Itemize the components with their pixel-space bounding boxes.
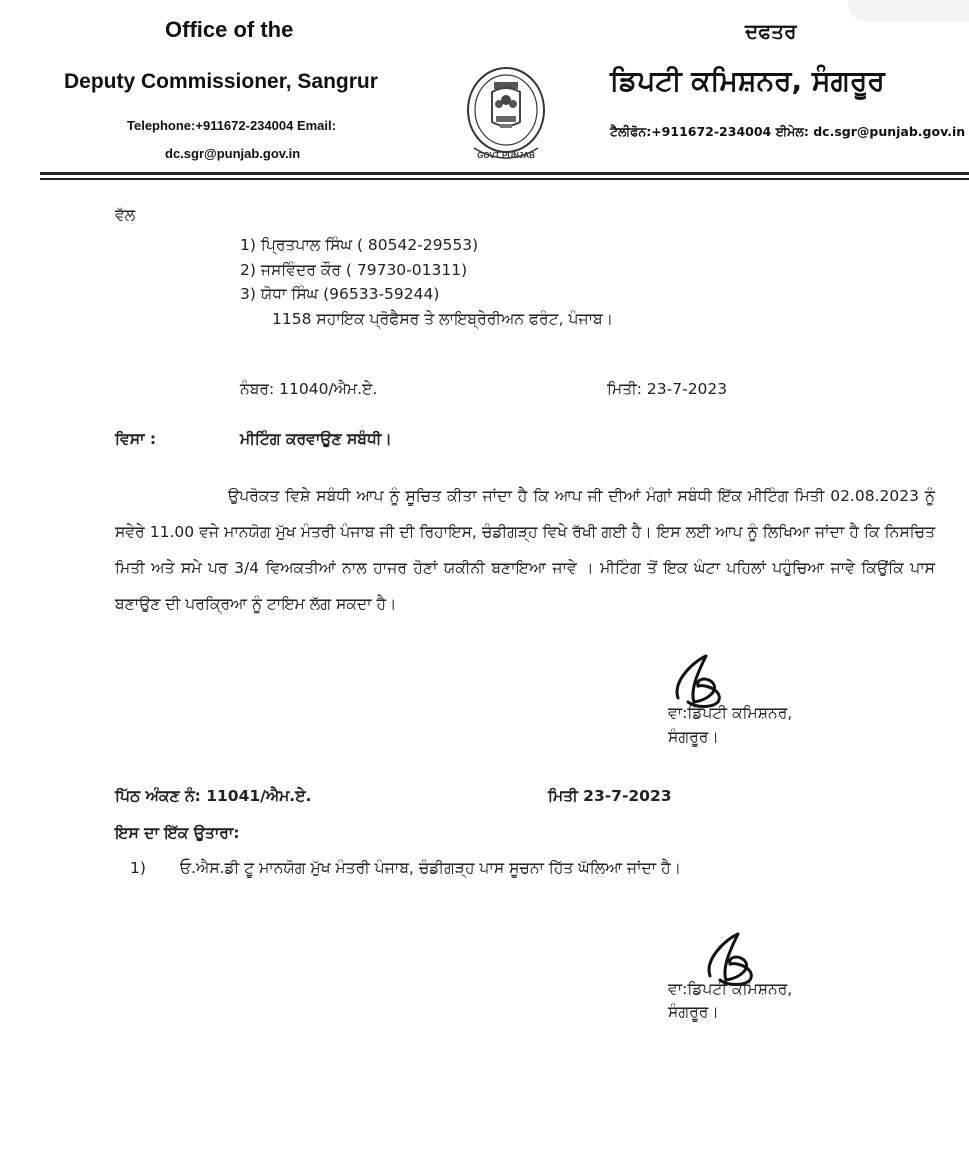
header-pa-office: ਡਿਪਟੀ ਕਮਿਸ਼ਨਰ, ਸੰਗਰੂਰ [610, 64, 885, 97]
copy-item-text: ਓ.ਐਸ.ਡੀ ਟੂ ਮਾਨਯੋਗ ਮੁੱਖ ਮੰਤਰੀ ਪੰਜਾਬ, ਚੰਡੀਗੜ੍ਹ ਪਾਸ ਸੂਚਨਾ ਹਿੱਤ ਘੱਲਿਆ ਜਾਂਦਾ ਹੈ। [180, 859, 682, 877]
recipient-3: 3) ਯੋਧਾ ਸਿੰਘ (96533-59244) [240, 285, 440, 303]
header-en-telephone: Telephone:+911672-234004 Email: [127, 118, 336, 133]
letter-body: ਉਪਰੋਕਤ ਵਿਸ਼ੇ ਸਬੰਧੀ ਆਪ ਨੂੰ ਸੂਚਿਤ ਕੀਤਾ ਜਾਂਦਾ ਹੈ ਕਿ ਆਪ ਜੀ ਦੀਆਂ ਮੰਗਾਂ ਸਬੰਧੀ ਇੱਕ ਮੀਟਿੰਗ ਮਿਤੀ 02.08.2023 ਨੂੰ ਸਵੇਰੇ 11.00 ਵਜੇ ਮਾਨਯੋਗ ਮੁੱਖ ਮੰਤਰੀ ਪੰਜਾਬ ਜੀ ਦੀ ਰਿਹਾਇਸ, ਚੰਡੀਗੜ੍ਹ ਵਿਖੇ ਰੱਖੀ ਗਈ ਹੈ। ਇਸ ਲਈ ਆਪ ਨੂੰ ਲਿਖਿਆ ਜਾਂਦਾ ਹੈ ਕਿ ਨਿਸਚਿਤ ਮਿਤੀ ਅਤੇ ਸਮੇ ਪਰ 3/4 ਵਿਅਕਤੀਆਂ ਨਾਲ ਹਾਜਰ ਹੋਣਾਂ ਯਕੀਨੀ ਬਣਾਇਆ ਜਾਵੇ । ਮੀਟਿੰਗ ਤੋਂ ਇਕ ਘੰਟਾ ਪਹਿਲਾਂ ਪਹੁੰਚਿਆ ਜਾਵੇ ਕਿਉਂਕਿ ਪਾਸ ਬਣਾਉਣ ਦੀ ਪਰਕ੍ਰਿਆ ਨੂੰ ਟਾਇਮ ਲੱਗ ਸਕਦਾ ਹੈ। [115, 487, 935, 613]
signatory-2-title: ਵਾ:ਡਿਪਟੀ ਕਮਿਸ਼ਨਰ, [668, 980, 793, 998]
government-seal-icon [456, 62, 556, 166]
recipient-organization: 1158 ਸਹਾਇਕ ਪ੍ਰੋਫੈਸਰ ਤੇ ਲਾਇਬ੍ਰੇਰੀਅਨ ਫਰੰਟ, ਪੰਜਾਬ। [272, 310, 614, 328]
subject-text: ਮੀਟਿੰਗ ਕਰਵਾਉਣ ਸਬੰਧੀ। [240, 430, 392, 448]
letter-number: ਨੰਬਰ: 11040/ਐਮ.ਏ. [240, 380, 378, 398]
signatory-1-title: ਵਾ:ਡਿਪਟੀ ਕਮਿਸ਼ਨਰ, [668, 704, 793, 722]
signatory-1-place: ਸੰਗਰੂਰ। [668, 728, 719, 746]
header-rule-top [40, 172, 969, 175]
recipient-1: 1) ਪ੍ਰਿਤਪਾਲ ਸਿੰਘ ( 80542-29553) [240, 236, 479, 254]
corner-mark [848, 0, 969, 22]
subject-label: ਵਿਸਾ : [115, 430, 157, 448]
header-pa-contact: ਟੈਲੀਫੋਨ:+911672-234004 ਈਮੇਲ: dc.sgr@punjab.gov.in [610, 124, 966, 139]
endorsement-number: ਪਿੱਠ ਅੰਕਣ ਨੰ: 11041/ਐਮ.ਏ. [115, 787, 312, 805]
copy-item-number: 1) [130, 859, 146, 877]
copy-label: ਇਸ ਦਾ ਇੱਕ ਉਤਾਰਾ: [115, 824, 240, 842]
header-pa-title: ਦਫਤਰ [745, 19, 797, 43]
header-en-email: dc.sgr@punjab.gov.in [165, 146, 301, 161]
seal-text: GOVT PUNJAB [477, 151, 535, 160]
to-label: ਵੱਲ [115, 206, 136, 224]
endorsement-date: ਮਿਤੀ 23-7-2023 [548, 787, 672, 805]
header-en-office: Deputy Commissioner, Sangrur [64, 70, 378, 93]
header-en-title: Office of the [165, 17, 294, 42]
signature-1-icon [668, 650, 738, 712]
header-rule-bottom [40, 178, 969, 180]
recipient-2: 2) ਜਸਵਿੰਦਰ ਕੌਰ ( 79730-01311) [240, 261, 468, 279]
letter-date: ਮਿਤੀ: 23-7-2023 [607, 380, 728, 398]
signatory-2-place: ਸੰਗਰੂਰ। [668, 1003, 719, 1021]
